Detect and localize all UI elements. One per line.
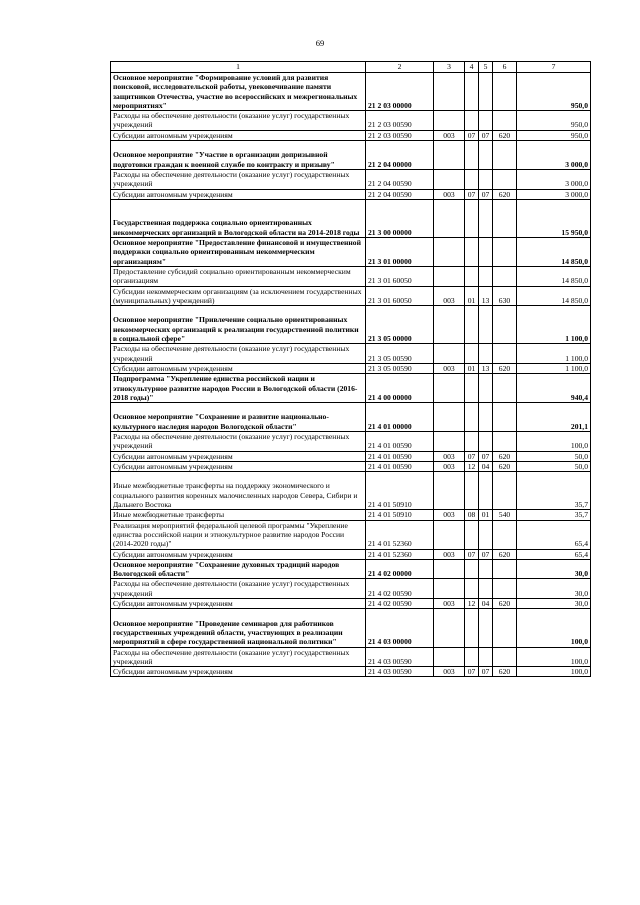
table-row bbox=[111, 199, 591, 237]
row-col-5 bbox=[479, 579, 493, 599]
row-name: Субсидии автономным учреждениям bbox=[111, 461, 366, 471]
row-name: Субсидии автономным учреждениям bbox=[111, 189, 366, 199]
row-col-5: 13 bbox=[479, 286, 493, 306]
row-col-4 bbox=[465, 609, 479, 647]
row-code: 21 4 03 00590 bbox=[366, 667, 434, 677]
row-amount: 201,1 bbox=[517, 403, 591, 432]
table-row bbox=[111, 451, 591, 461]
row-code: 21 2 04 00590 bbox=[366, 169, 434, 189]
row-amount: 30,0 bbox=[517, 579, 591, 599]
row-col-3 bbox=[434, 73, 465, 111]
row-col-5 bbox=[479, 344, 493, 364]
row-code: 21 4 03 00590 bbox=[366, 647, 434, 667]
table-row bbox=[111, 169, 591, 189]
row-col-6: 620 bbox=[493, 461, 517, 471]
table-row bbox=[111, 73, 591, 111]
row-code: 21 4 01 50910 bbox=[366, 510, 434, 520]
row-col-4: 07 bbox=[465, 130, 479, 140]
row-name: Расходы на обеспечение деятельности (оказание услуг) государственных учреждений bbox=[111, 169, 366, 189]
header-col-7: 7 bbox=[517, 62, 591, 73]
row-col-4 bbox=[465, 431, 479, 451]
row-col-4: 07 bbox=[465, 549, 479, 559]
row-col-4 bbox=[465, 647, 479, 667]
table-row bbox=[111, 647, 591, 667]
row-col-5 bbox=[479, 306, 493, 344]
row-col-6 bbox=[493, 559, 517, 579]
row-code: 21 3 00 00000 bbox=[366, 199, 434, 237]
row-name: Субсидии автономным учреждениям bbox=[111, 549, 366, 559]
row-name: Основное мероприятие "Формирование условий для развития поисковой, исследовательской работы, увековечивание памяти защитников Отечества, участие во всероссийских и межрегиональных мероприятиях" bbox=[111, 73, 366, 111]
row-col-5: 04 bbox=[479, 461, 493, 471]
row-col-4 bbox=[465, 238, 479, 267]
row-col-4 bbox=[465, 374, 479, 403]
row-amount: 100,0 bbox=[517, 647, 591, 667]
row-col-4 bbox=[465, 141, 479, 170]
header-col-2: 2 bbox=[366, 62, 434, 73]
table-body bbox=[111, 73, 591, 677]
row-col-6: 620 bbox=[493, 667, 517, 677]
row-col-6 bbox=[493, 266, 517, 286]
row-col-4: 12 bbox=[465, 461, 479, 471]
table-row bbox=[111, 510, 591, 520]
table-row bbox=[111, 609, 591, 647]
row-col-5 bbox=[479, 431, 493, 451]
row-col-4 bbox=[465, 306, 479, 344]
row-col-4 bbox=[465, 559, 479, 579]
table-row bbox=[111, 667, 591, 677]
row-amount: 950,0 bbox=[517, 130, 591, 140]
header-col-3: 3 bbox=[434, 62, 465, 73]
row-amount: 3 000,0 bbox=[517, 169, 591, 189]
table-row bbox=[111, 559, 591, 579]
row-col-6: 620 bbox=[493, 130, 517, 140]
row-col-5: 01 bbox=[479, 510, 493, 520]
row-col-6: 620 bbox=[493, 599, 517, 609]
row-code: 21 4 02 00590 bbox=[366, 579, 434, 599]
row-col-4 bbox=[465, 579, 479, 599]
row-name: Субсидии автономным учреждениям bbox=[111, 599, 366, 609]
row-col-3 bbox=[434, 306, 465, 344]
row-name: Реализация мероприятий федеральной целевой программы "Укрепление единства российской нации и этнокультурное развитие народов России (2014-2020 годы)" bbox=[111, 520, 366, 549]
row-col-3: 003 bbox=[434, 363, 465, 373]
row-name: Субсидии некоммерческим организациям (за исключением государственных (муниципальных) учреждений) bbox=[111, 286, 366, 306]
row-amount: 1 100,0 bbox=[517, 363, 591, 373]
row-col-6 bbox=[493, 306, 517, 344]
row-amount: 950,0 bbox=[517, 73, 591, 111]
row-code: 21 3 01 00000 bbox=[366, 238, 434, 267]
row-col-6 bbox=[493, 579, 517, 599]
row-name: Расходы на обеспечение деятельности (оказание услуг) государственных учреждений bbox=[111, 579, 366, 599]
row-col-4: 01 bbox=[465, 363, 479, 373]
header-col-6: 6 bbox=[493, 62, 517, 73]
table-row bbox=[111, 579, 591, 599]
header-col-5: 5 bbox=[479, 62, 493, 73]
row-col-4 bbox=[465, 403, 479, 432]
row-col-4 bbox=[465, 520, 479, 549]
row-col-5 bbox=[479, 520, 493, 549]
row-amount: 14 850,0 bbox=[517, 266, 591, 286]
row-col-4: 12 bbox=[465, 599, 479, 609]
row-col-4 bbox=[465, 266, 479, 286]
row-amount: 35,7 bbox=[517, 472, 591, 510]
row-col-3: 003 bbox=[434, 461, 465, 471]
row-col-4: 07 bbox=[465, 667, 479, 677]
row-amount: 50,0 bbox=[517, 461, 591, 471]
row-col-3 bbox=[434, 520, 465, 549]
row-code: 21 3 05 00590 bbox=[366, 344, 434, 364]
row-col-4 bbox=[465, 73, 479, 111]
row-amount: 3 000,0 bbox=[517, 141, 591, 170]
row-col-3 bbox=[434, 266, 465, 286]
row-col-5: 07 bbox=[479, 451, 493, 461]
table-row bbox=[111, 520, 591, 549]
row-col-4: 07 bbox=[465, 451, 479, 461]
row-amount: 35,7 bbox=[517, 510, 591, 520]
row-col-3 bbox=[434, 647, 465, 667]
row-col-6 bbox=[493, 111, 517, 131]
row-code: 21 4 02 00590 bbox=[366, 599, 434, 609]
row-code: 21 4 02 00000 bbox=[366, 559, 434, 579]
row-col-6 bbox=[493, 169, 517, 189]
row-name: Основное мероприятие "Участие в организации допризывной подготовки граждан к военной службе по контракту и призыву" bbox=[111, 141, 366, 170]
row-code: 21 2 03 00000 bbox=[366, 73, 434, 111]
row-col-5: 04 bbox=[479, 599, 493, 609]
row-name: Подпрограмма "Укрепление единства российской нации и этнокультурное развитие народов России в Вологодской области (2016-2018 годы)" bbox=[111, 374, 366, 403]
row-amount: 15 950,0 bbox=[517, 199, 591, 237]
table-row bbox=[111, 141, 591, 170]
row-col-5: 07 bbox=[479, 549, 493, 559]
row-amount: 100,0 bbox=[517, 609, 591, 647]
row-amount: 14 850,0 bbox=[517, 286, 591, 306]
row-col-4 bbox=[465, 472, 479, 510]
table-row bbox=[111, 472, 591, 510]
row-amount: 30,0 bbox=[517, 559, 591, 579]
budget-table bbox=[110, 61, 591, 677]
row-col-6: 630 bbox=[493, 286, 517, 306]
table-row bbox=[111, 306, 591, 344]
row-col-3 bbox=[434, 238, 465, 267]
row-col-3 bbox=[434, 472, 465, 510]
table-row bbox=[111, 403, 591, 432]
row-col-5 bbox=[479, 141, 493, 170]
row-col-3: 003 bbox=[434, 130, 465, 140]
table-row bbox=[111, 238, 591, 267]
table-row bbox=[111, 266, 591, 286]
row-col-4 bbox=[465, 169, 479, 189]
row-amount: 100,0 bbox=[517, 431, 591, 451]
row-col-6 bbox=[493, 238, 517, 267]
row-col-6: 540 bbox=[493, 510, 517, 520]
row-code: 21 4 01 52360 bbox=[366, 549, 434, 559]
row-col-6 bbox=[493, 374, 517, 403]
row-code: 21 3 01 60050 bbox=[366, 286, 434, 306]
row-col-5 bbox=[479, 73, 493, 111]
row-col-5 bbox=[479, 472, 493, 510]
row-amount: 30,0 bbox=[517, 599, 591, 609]
table-row bbox=[111, 374, 591, 403]
row-col-5: 07 bbox=[479, 130, 493, 140]
row-col-3: 003 bbox=[434, 599, 465, 609]
row-name: Субсидии автономным учреждениям bbox=[111, 363, 366, 373]
table-row bbox=[111, 111, 591, 131]
row-col-6 bbox=[493, 344, 517, 364]
row-col-6 bbox=[493, 609, 517, 647]
row-col-5 bbox=[479, 169, 493, 189]
row-amount: 14 850,0 bbox=[517, 238, 591, 267]
row-col-3: 003 bbox=[434, 189, 465, 199]
row-name: Расходы на обеспечение деятельности (оказание услуг) государственных учреждений bbox=[111, 431, 366, 451]
row-col-4 bbox=[465, 344, 479, 364]
row-col-5 bbox=[479, 609, 493, 647]
row-col-5 bbox=[479, 199, 493, 237]
row-col-5: 13 bbox=[479, 363, 493, 373]
row-name: Расходы на обеспечение деятельности (оказание услуг) государственных учреждений bbox=[111, 111, 366, 131]
row-col-6 bbox=[493, 520, 517, 549]
row-code: 21 3 05 00000 bbox=[366, 306, 434, 344]
row-name: Основное мероприятие "Проведение семинаров для работников государственных учреждений области, участвующих в реализации мероприятий в сфере государственной национальной политики" bbox=[111, 609, 366, 647]
row-col-6 bbox=[493, 472, 517, 510]
page-number: 69 bbox=[315, 38, 325, 48]
row-col-6: 620 bbox=[493, 549, 517, 559]
row-amount: 950,0 bbox=[517, 111, 591, 131]
table-row bbox=[111, 599, 591, 609]
row-col-3 bbox=[434, 141, 465, 170]
row-col-6: 620 bbox=[493, 451, 517, 461]
table-row bbox=[111, 286, 591, 306]
row-col-6: 620 bbox=[493, 363, 517, 373]
row-col-4: 01 bbox=[465, 286, 479, 306]
row-col-3: 003 bbox=[434, 451, 465, 461]
row-code: 21 2 03 00590 bbox=[366, 130, 434, 140]
row-col-4 bbox=[465, 111, 479, 131]
row-col-5 bbox=[479, 647, 493, 667]
row-name: Иные межбюджетные трансферты bbox=[111, 510, 366, 520]
row-col-3 bbox=[434, 111, 465, 131]
row-code: 21 4 00 00000 bbox=[366, 374, 434, 403]
header-col-1: 1 bbox=[111, 62, 366, 73]
row-name: Основное мероприятие "Привлечение социально ориентированных некоммерческих организаций к реализации государственной политики в социальной сфере" bbox=[111, 306, 366, 344]
row-col-6 bbox=[493, 73, 517, 111]
row-col-5: 07 bbox=[479, 667, 493, 677]
row-col-6 bbox=[493, 141, 517, 170]
row-col-3 bbox=[434, 431, 465, 451]
row-col-6 bbox=[493, 199, 517, 237]
row-col-5 bbox=[479, 374, 493, 403]
row-code: 21 4 03 00000 bbox=[366, 609, 434, 647]
row-name: Субсидии автономным учреждениям bbox=[111, 451, 366, 461]
row-col-5 bbox=[479, 238, 493, 267]
row-name: Расходы на обеспечение деятельности (оказание услуг) государственных учреждений bbox=[111, 647, 366, 667]
row-name: Основное мероприятие "Сохранение духовных традиций народов Вологодской области" bbox=[111, 559, 366, 579]
row-col-4: 08 bbox=[465, 510, 479, 520]
row-code: 21 4 01 00590 bbox=[366, 461, 434, 471]
row-name: Субсидии автономным учреждениям bbox=[111, 130, 366, 140]
row-col-3 bbox=[434, 199, 465, 237]
header-col-4: 4 bbox=[465, 62, 479, 73]
row-code: 21 3 01 60050 bbox=[366, 266, 434, 286]
row-amount: 50,0 bbox=[517, 451, 591, 461]
row-code: 21 4 01 00590 bbox=[366, 451, 434, 461]
row-col-5 bbox=[479, 403, 493, 432]
row-col-6: 620 bbox=[493, 189, 517, 199]
header-row bbox=[111, 62, 591, 73]
row-name: Основное мероприятие "Предоставление финансовой и имущественной поддержки социально ориентированным некоммерческим организациям" bbox=[111, 238, 366, 267]
row-col-4 bbox=[465, 199, 479, 237]
row-col-4: 07 bbox=[465, 189, 479, 199]
row-col-5: 07 bbox=[479, 189, 493, 199]
row-code: 21 4 01 52360 bbox=[366, 520, 434, 549]
table-row bbox=[111, 130, 591, 140]
row-col-5 bbox=[479, 111, 493, 131]
row-col-3 bbox=[434, 374, 465, 403]
table-row bbox=[111, 363, 591, 373]
row-col-3: 003 bbox=[434, 510, 465, 520]
row-col-3 bbox=[434, 579, 465, 599]
row-col-3 bbox=[434, 169, 465, 189]
row-col-3: 003 bbox=[434, 667, 465, 677]
row-name: Иные межбюджетные трансферты на поддержку экономического и социального развития коренных малочисленных народов Севера, Сибири и Дальнего Востока bbox=[111, 472, 366, 510]
table-row bbox=[111, 344, 591, 364]
row-col-3 bbox=[434, 344, 465, 364]
row-code: 21 2 03 00590 bbox=[366, 111, 434, 131]
row-amount: 940,4 bbox=[517, 374, 591, 403]
row-amount: 100,0 bbox=[517, 667, 591, 677]
row-code: 21 4 01 50910 bbox=[366, 472, 434, 510]
row-name: Основное мероприятие "Сохранение и развитие национально-культурного наследия народов Вологодской области" bbox=[111, 403, 366, 432]
row-col-3: 003 bbox=[434, 549, 465, 559]
row-col-3 bbox=[434, 403, 465, 432]
row-col-6 bbox=[493, 403, 517, 432]
row-name: Субсидии автономным учреждениям bbox=[111, 667, 366, 677]
row-name: Предоставление субсидий социально ориентированным некоммерческим организациям bbox=[111, 266, 366, 286]
row-code: 21 4 01 00590 bbox=[366, 431, 434, 451]
row-name: Государственная поддержка социально ориентированных некоммерческих организаций в Вологодской области на 2014-2018 годы bbox=[111, 199, 366, 237]
row-col-3 bbox=[434, 559, 465, 579]
row-col-3 bbox=[434, 609, 465, 647]
row-col-3: 003 bbox=[434, 286, 465, 306]
row-name: Расходы на обеспечение деятельности (оказание услуг) государственных учреждений bbox=[111, 344, 366, 364]
table-row bbox=[111, 549, 591, 559]
row-amount: 3 000,0 bbox=[517, 189, 591, 199]
row-amount: 65,4 bbox=[517, 549, 591, 559]
row-col-5 bbox=[479, 266, 493, 286]
row-code: 21 2 04 00590 bbox=[366, 189, 434, 199]
row-amount: 1 100,0 bbox=[517, 306, 591, 344]
table-row bbox=[111, 431, 591, 451]
row-code: 21 3 05 00590 bbox=[366, 363, 434, 373]
table-row bbox=[111, 189, 591, 199]
row-code: 21 2 04 00000 bbox=[366, 141, 434, 170]
row-amount: 65,4 bbox=[517, 520, 591, 549]
row-col-6 bbox=[493, 431, 517, 451]
row-col-6 bbox=[493, 647, 517, 667]
row-code: 21 4 01 00000 bbox=[366, 403, 434, 432]
row-amount: 1 100,0 bbox=[517, 344, 591, 364]
table-row bbox=[111, 461, 591, 471]
row-col-5 bbox=[479, 559, 493, 579]
